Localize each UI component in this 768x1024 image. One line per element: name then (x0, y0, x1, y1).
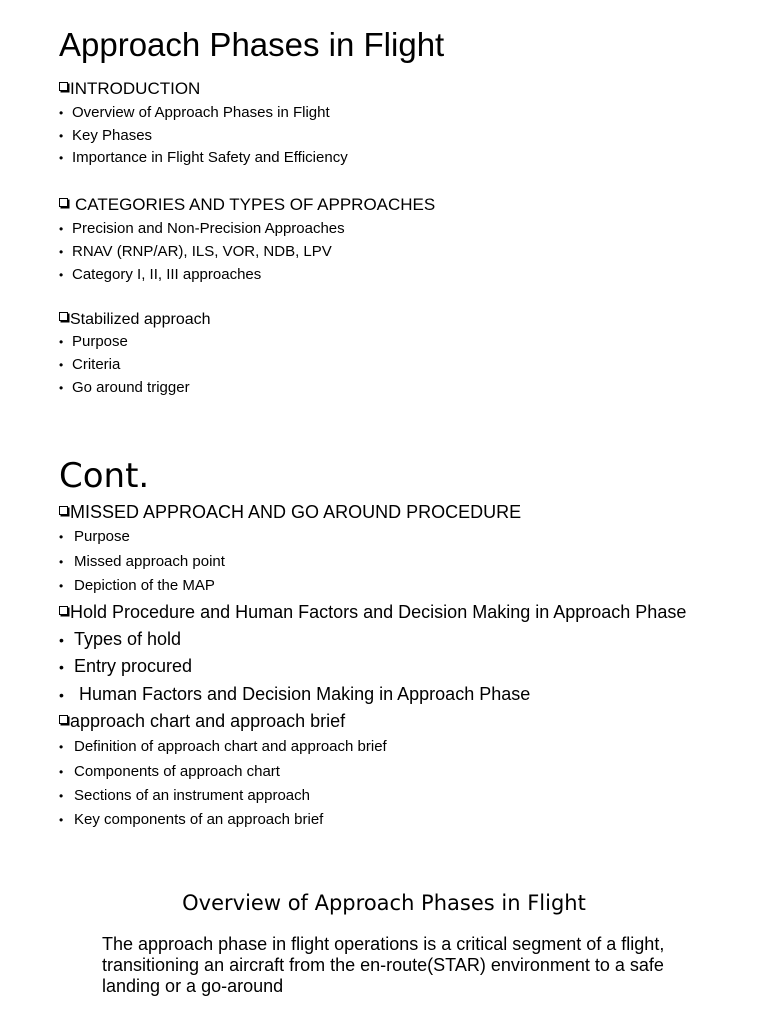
section-heading-hold-procedure: Hold Procedure and Human Factors and Decision Making in Approach Phase (59, 602, 686, 622)
checkbox-square-icon (59, 606, 68, 615)
bullet-dot-icon: • (59, 632, 64, 648)
list-item: • Go around trigger (59, 379, 190, 396)
list-item: • Purpose (59, 528, 130, 545)
list-item: • Sections of an instrument approach (59, 787, 310, 804)
list-item: • Criteria (59, 356, 121, 373)
list-item: • Definition of approach chart and approach brief (59, 738, 387, 755)
overview-paragraph: The approach phase in flight operations is a critical segment of a flight, transitioning an aircraft from the en-route(STAR) environment to a safe landing or a go-around (102, 934, 665, 996)
bullet-dot-icon: • (59, 129, 64, 143)
list-item: • RNAV (RNP/AR), ILS, VOR, NDB, LPV (59, 243, 332, 260)
list-item: • Key components of an approach brief (59, 811, 324, 828)
overview-heading: Overview of Approach Phases in Flight (182, 891, 586, 915)
bullet-dot-icon: • (59, 106, 64, 120)
bullet-dot-icon: • (59, 555, 64, 569)
bullet-dot-icon: • (59, 268, 64, 282)
checkbox-square-icon (59, 82, 68, 91)
section-heading-introduction: INTRODUCTION (59, 79, 200, 99)
bullet-dot-icon: • (59, 687, 64, 703)
bullet-dot-icon: • (59, 358, 64, 372)
list-item: • Purpose (59, 333, 128, 350)
section-heading-approach-chart: approach chart and approach brief (59, 711, 345, 731)
bullet-dot-icon: • (59, 245, 64, 259)
bullet-dot-icon: • (59, 579, 64, 593)
list-item: • Importance in Flight Safety and Efficiency (59, 149, 348, 166)
bullet-dot-icon: • (59, 740, 64, 754)
checkbox-square-icon (59, 312, 68, 321)
bullet-dot-icon: • (59, 222, 64, 236)
list-item: • Types of hold (59, 629, 182, 649)
cont-title: Cont. (59, 456, 150, 496)
section-heading-missed-approach: MISSED APPROACH AND GO AROUND PROCEDURE (59, 502, 521, 522)
bullet-dot-icon: • (59, 151, 64, 165)
bullet-dot-icon: • (59, 335, 64, 349)
section-heading-categories: CATEGORIES AND TYPES OF APPROACHES (59, 195, 435, 215)
bullet-dot-icon: • (59, 765, 64, 779)
page-title: Approach Phases in Flight (59, 26, 445, 63)
list-item: • Key Phases (59, 127, 153, 144)
list-item: • Overview of Approach Phases in Flight (59, 104, 330, 121)
checkbox-square-icon (59, 198, 68, 207)
list-item: • Precision and Non-Precision Approaches (59, 220, 345, 237)
bullet-dot-icon: • (59, 530, 64, 544)
list-item: • Category I, II, III approaches (59, 266, 262, 283)
bullet-dot-icon: • (59, 659, 64, 675)
list-item: • Depiction of the MAP (59, 577, 215, 594)
section-heading-stabilized-approach: Stabilized approach (59, 310, 211, 330)
bullet-dot-icon: • (59, 381, 64, 395)
bullet-dot-icon: • (59, 813, 64, 827)
list-item: • Human Factors and Decision Making in Approach Phase (59, 684, 531, 704)
bullet-dot-icon: • (59, 789, 64, 803)
list-item: • Entry procured (59, 656, 193, 676)
checkbox-square-icon (59, 715, 68, 724)
list-item: • Missed approach point (59, 553, 225, 570)
list-item: • Components of approach chart (59, 763, 280, 780)
checkbox-square-icon (59, 506, 68, 515)
